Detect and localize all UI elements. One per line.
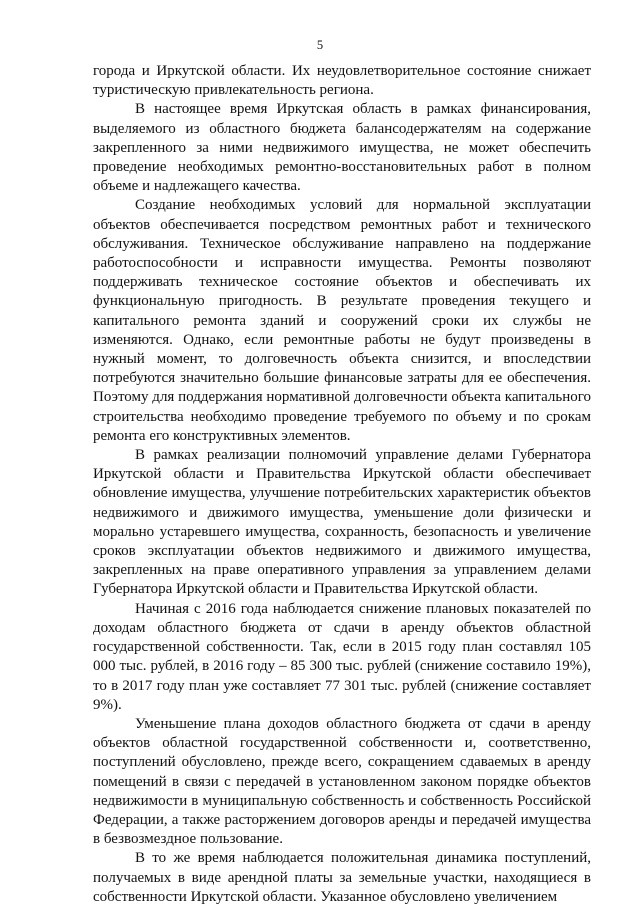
paragraph-funding: В настоящее время Иркутская область в рамках финансирования, выделяемого из областного бюджета балансодержателям на содержание закрепленного за ними недвижимого имущества, не может обеспечить проведение необходимых ремонтно-восстановительных работ в полном объеме и надлежащего качества. (93, 101, 591, 195)
paragraph-maintenance: Создание необходимых условий для нормальной эксплуатации объектов обеспечивается посредством ремонтных работ и технического обслуживания. Техническое обслуживание направлено на поддержание работоспособности и исправности имущества. Ремонты позволяют поддерживать техническое состояние объектов и обеспечивать их функциональную пригодность. В результате проведения текущего и капитального ремонта зданий и сооружений сроки их службы не изменяются. Однако, если ремонтные работы не будут произведены в нужный момент, то долговечность объекта снизится, и впоследствии потребуются значительно большие финансовые затраты для ее обеспечения. Поэтому для поддержания нормативной долговечности объекта капитального строительства необходимо проведение требуемого по объему и по срокам ремонта его конструктивных элементов. (93, 197, 591, 444)
paragraph-plan-decrease: Уменьшение плана доходов областного бюджета от сдачи в аренду объектов областной государственной собственности и, соответственно, поступлений обусловлено, прежде всего, сокращением сдаваемых в аренду помещений в связи с передачей в установленном законом порядке объектов недвижимости в муниципальную собственность и собственность Российской Федерации, а также расторжением договоров аренды и передачей имущества в безвозмездное пользование. (93, 715, 591, 848)
document-body (93, 62, 591, 907)
paragraph-powers: В рамках реализации полномочий управление делами Губернатора Иркутской области и Правительства Иркутской области обеспечивает обновление имущества, улучшение потребительских характеристик объектов недвижимого и движимого имущества, уменьшение доли физически и морально устаревшего имущества, сохранность, безопасность и увеличение сроков эксплуатации объектов недвижимого и движимого имущества, закрепленных на праве оперативного управления за управлением делами Губернатора Иркутской области и Правительства Иркутской области. (93, 447, 591, 598)
paragraph-continuation: города и Иркутской области. Их неудовлетворительное состояние снижает туристическую привлекательность региона. (93, 63, 591, 99)
paragraph-land-rent: В то же время наблюдается положительная динамика поступлений, получаемых в виде арендной платы за земельные участки, находящиеся в собственности Иркутской области. Указанное обусловлено увеличением (93, 850, 591, 905)
paragraph-rent-income: Начиная с 2016 года наблюдается снижение плановых показателей по доходам областного бюджета от сдачи в аренду объектов областной государственной собственности. Так, если в 2015 году план составлял 105 000 тыс. рублей, в 2016 году – 85 300 тыс. рублей (снижение составило 19%), то в 2017 году план уже составляет 77 301 тыс. рублей (снижение составляет 9%). (93, 600, 591, 713)
page-number: 5 (316, 38, 324, 52)
